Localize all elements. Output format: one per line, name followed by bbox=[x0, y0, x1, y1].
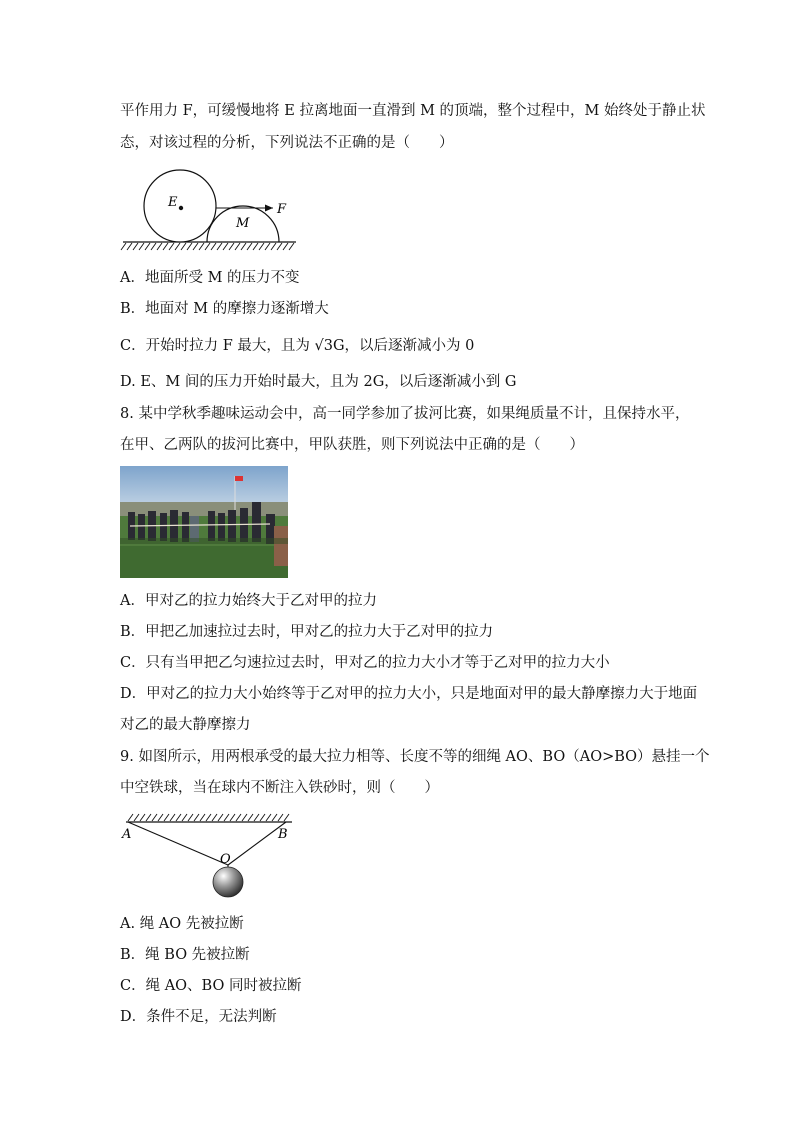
circle-E-center-dot bbox=[179, 206, 183, 210]
force-arrow-head bbox=[265, 205, 273, 212]
q7-option-a: A．地面所受 M 的压力不变 bbox=[120, 270, 300, 286]
circle-E bbox=[144, 170, 216, 242]
q9-text-line1: 9. 如图所示，用两根承受的最大拉力相等、长度不等的细绳 AO、BO（AO>BO）悬挂一个 bbox=[120, 749, 710, 765]
label-O: O bbox=[220, 852, 231, 867]
label-M: M bbox=[236, 216, 250, 231]
photo-illustration bbox=[120, 466, 288, 578]
label-B: B bbox=[278, 827, 288, 842]
label-F: F bbox=[277, 202, 287, 217]
q8-text-line1: 8. 某中学秋季趣味运动会中，高一同学参加了拔河比赛，如果绳质量不计，且保持水平， bbox=[120, 406, 690, 422]
q8-option-a: A．甲对乙的拉力始终大于乙对甲的拉力 bbox=[120, 593, 377, 609]
q8-option-d-line1: D．甲对乙的拉力大小始终等于乙对甲的拉力大小，只是地面对甲的最大静摩擦力大于地面 bbox=[120, 686, 698, 702]
q7-option-d: D. E、M 间的压力开始时最大，且为 2G，以后逐渐减小到 G bbox=[120, 374, 517, 390]
q7-text-line2: 态，对该过程的分析，下列说法不正确的是（ ） bbox=[120, 135, 454, 151]
iron-ball bbox=[213, 867, 243, 897]
q9-option-d: D．条件不足，无法判断 bbox=[120, 1009, 277, 1025]
q7-figure bbox=[118, 166, 303, 256]
ceiling-hatch bbox=[128, 814, 289, 821]
q9-option-b: B．绳 BO 先被拉断 bbox=[120, 947, 250, 963]
q9-option-c: C．绳 AO、BO 同时被拉断 bbox=[120, 978, 302, 994]
label-E: E bbox=[168, 195, 178, 210]
q7-option-b: B．地面对 M 的摩擦力逐渐增大 bbox=[120, 301, 329, 317]
q9-figure bbox=[118, 810, 298, 902]
ground-hatch bbox=[121, 243, 294, 250]
q9-text-line2: 中空铁球，当在球内不断注入铁砂时，则（ ） bbox=[120, 780, 439, 796]
rope-AO bbox=[128, 822, 228, 865]
q9-option-a: A. 绳 AO 先被拉断 bbox=[120, 916, 244, 932]
q8-option-c: C．只有当甲把乙匀速拉过去时，甲对乙的拉力大小才等于乙对甲的拉力大小 bbox=[120, 655, 610, 671]
tug-of-war-photo bbox=[120, 466, 288, 578]
q8-text-line2: 在甲、乙两队的拔河比赛中，甲队获胜，则下列说法中正确的是（ ） bbox=[120, 437, 584, 453]
q7-option-c: C．开始时拉力 F 最大，且为 √3G，以后逐渐减小为 0 bbox=[120, 338, 475, 354]
label-A: A bbox=[122, 827, 132, 842]
q8-option-b: B．甲把乙加速拉过去时，甲对乙的拉力大于乙对甲的拉力 bbox=[120, 624, 494, 640]
q8-option-d-line2: 对乙的最大静摩擦力 bbox=[120, 717, 251, 733]
q7-text-line1: 平作用力 F，可缓慢地将 E 拉离地面一直滑到 M 的顶端，整个过程中，M 始终处于静止状 bbox=[120, 103, 706, 119]
